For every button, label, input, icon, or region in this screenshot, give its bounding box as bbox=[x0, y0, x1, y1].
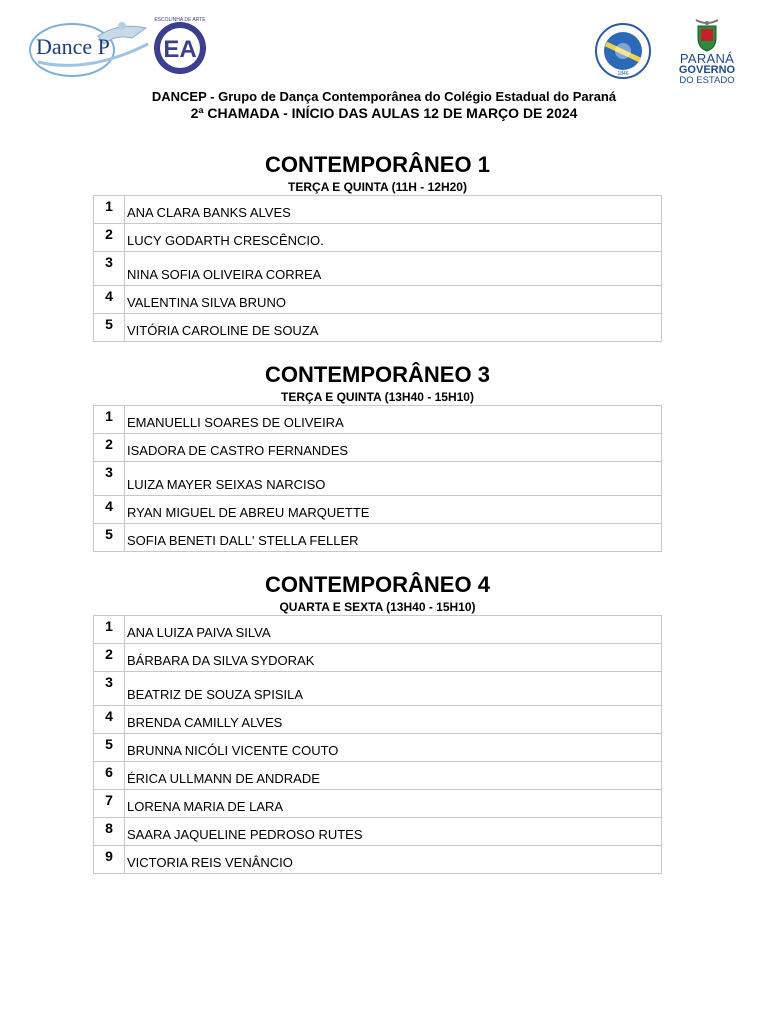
parana-government-logo bbox=[674, 18, 740, 98]
table-row bbox=[94, 524, 662, 552]
table-row bbox=[94, 644, 662, 672]
row-number: 1 bbox=[94, 616, 125, 644]
student-name: VITÓRIA CAROLINE DE SOUZA bbox=[125, 314, 662, 342]
row-number: 1 bbox=[94, 406, 125, 434]
row-number: 2 bbox=[94, 434, 125, 462]
table-row bbox=[94, 406, 662, 434]
section-schedule: TERÇA E QUINTA (13H40 - 15H10) bbox=[281, 390, 474, 404]
ea-logo-text: EA bbox=[163, 36, 197, 63]
table-row bbox=[94, 286, 662, 314]
student-name: SAARA JAQUELINE PEDROSO RUTES bbox=[125, 818, 662, 846]
document-header bbox=[0, 89, 768, 121]
row-number: 5 bbox=[94, 314, 125, 342]
student-name: BÁRBARA DA SILVA SYDORAK bbox=[125, 644, 662, 672]
colegio-estadual-seal bbox=[594, 22, 652, 80]
row-number: 7 bbox=[94, 790, 125, 818]
table-row bbox=[94, 706, 662, 734]
table-row bbox=[94, 462, 662, 496]
section-schedule: TERÇA E QUINTA (11H - 12H20) bbox=[288, 180, 467, 194]
row-number: 5 bbox=[94, 524, 125, 552]
student-name: VICTORIA REIS VENÂNCIO bbox=[125, 846, 662, 874]
table-row bbox=[94, 818, 662, 846]
student-name: LUCY GODARTH CRESCÊNCIO. bbox=[125, 224, 662, 252]
table-row bbox=[94, 762, 662, 790]
parana-do-estado: DO ESTADO bbox=[679, 75, 735, 86]
section-title: CONTEMPORÂNEO 4 bbox=[265, 572, 490, 597]
header-subtitle: 2ª CHAMADA - INÍCIO DAS AULAS 12 DE MARÇO DE 2024 bbox=[190, 105, 578, 121]
row-number: 5 bbox=[94, 734, 125, 762]
table-row bbox=[94, 314, 662, 342]
student-name: RYAN MIGUEL DE ABREU MARQUETTE bbox=[125, 496, 662, 524]
student-table bbox=[93, 615, 662, 874]
student-name: ÉRICA ULLMANN DE ANDRADE bbox=[125, 762, 662, 790]
section-contemporaneo-1 bbox=[93, 153, 662, 342]
row-number: 3 bbox=[94, 462, 125, 496]
seal-year: 1846 bbox=[617, 71, 629, 77]
table-row bbox=[94, 734, 662, 762]
row-number: 3 bbox=[94, 672, 125, 706]
student-name: ANA LUIZA PAIVA SILVA bbox=[125, 616, 662, 644]
table-row bbox=[94, 790, 662, 818]
student-name: ANA CLARA BANKS ALVES bbox=[125, 196, 662, 224]
row-number: 6 bbox=[94, 762, 125, 790]
row-number: 9 bbox=[94, 846, 125, 874]
row-number: 2 bbox=[94, 644, 125, 672]
row-number: 3 bbox=[94, 252, 125, 286]
dancep-logo-text: Dance P bbox=[36, 34, 110, 59]
student-name: VALENTINA SILVA BRUNO bbox=[125, 286, 662, 314]
student-table bbox=[93, 405, 662, 552]
student-name: LUIZA MAYER SEIXAS NARCISO bbox=[125, 462, 662, 496]
student-name: EMANUELLI SOARES DE OLIVEIRA bbox=[125, 406, 662, 434]
parana-crest-icon bbox=[690, 18, 724, 52]
table-row bbox=[94, 196, 662, 224]
table-row bbox=[94, 616, 662, 644]
student-name: LORENA MARIA DE LARA bbox=[125, 790, 662, 818]
section-schedule: QUARTA E SEXTA (13H40 - 15H10) bbox=[279, 600, 476, 614]
row-number: 8 bbox=[94, 818, 125, 846]
section-contemporaneo-3 bbox=[93, 363, 662, 552]
section-contemporaneo-4 bbox=[93, 573, 662, 874]
dancep-logo bbox=[28, 14, 156, 80]
student-name: NINA SOFIA OLIVEIRA CORREA bbox=[125, 252, 662, 286]
parana-governo: GOVERNO bbox=[678, 64, 736, 76]
table-row bbox=[94, 252, 662, 286]
ea-logo-ring-text: ESCOLINHA DE ARTE bbox=[154, 17, 206, 23]
student-name: BRENDA CAMILLY ALVES bbox=[125, 706, 662, 734]
table-row bbox=[94, 672, 662, 706]
row-number: 4 bbox=[94, 706, 125, 734]
table-row bbox=[94, 496, 662, 524]
row-number: 4 bbox=[94, 496, 125, 524]
table-row bbox=[94, 846, 662, 874]
escolinha-de-arte-logo bbox=[150, 14, 210, 80]
row-number: 2 bbox=[94, 224, 125, 252]
section-title: CONTEMPORÂNEO 1 bbox=[265, 152, 490, 177]
table-row bbox=[94, 434, 662, 462]
section-title: CONTEMPORÂNEO 3 bbox=[265, 362, 490, 387]
row-number: 1 bbox=[94, 196, 125, 224]
row-number: 4 bbox=[94, 286, 125, 314]
header-title: DANCEP - Grupo de Dança Contemporânea do Colégio Estadual do Paraná bbox=[151, 89, 617, 104]
student-name: ISADORA DE CASTRO FERNANDES bbox=[125, 434, 662, 462]
student-name: BEATRIZ DE SOUZA SPISILA bbox=[125, 672, 662, 706]
logo-bar bbox=[0, 10, 768, 95]
student-name: BRUNNA NICÓLI VICENTE COUTO bbox=[125, 734, 662, 762]
parana-name: PARANÁ bbox=[679, 51, 735, 66]
table-row bbox=[94, 224, 662, 252]
student-table bbox=[93, 195, 662, 342]
student-name: SOFIA BENETI DALL' STELLA FELLER bbox=[125, 524, 662, 552]
